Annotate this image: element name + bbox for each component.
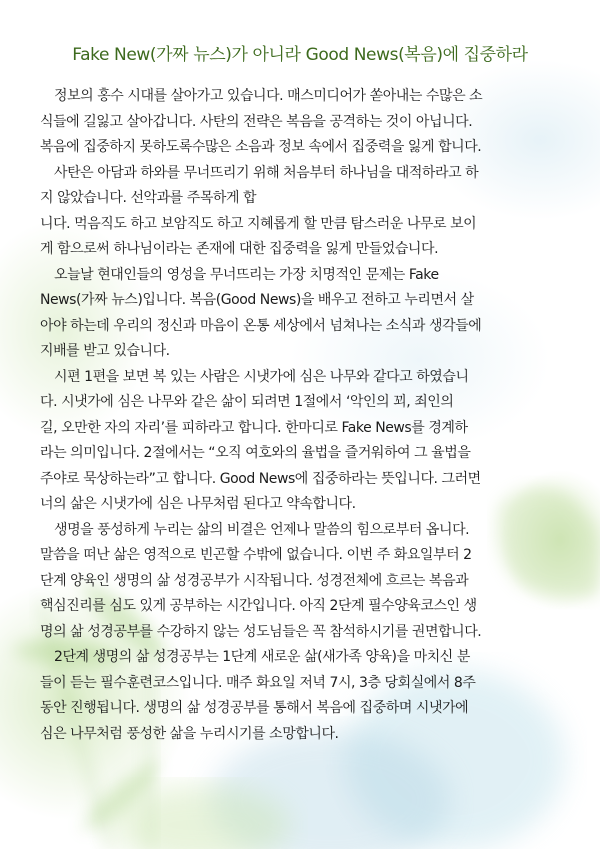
text-line: 심은 나무처럼 풍성한 삶을 누리시기를 소망합니다. bbox=[40, 725, 339, 742]
text-line: 단계 양육인 생명의 삶 성경공부가 시작됩니다. 성경전체에 흐르는 복음과 bbox=[40, 572, 469, 589]
text-line: 식들에 길잃고 살아갑니다. 사탄의 전략은 복음을 공격하는 것이 아닙니다. bbox=[40, 113, 473, 130]
text-line: 2단계 생명의 삶 성경공부는 1단계 새로운 삶(새가족 양육)을 마치신 분 bbox=[54, 649, 470, 665]
text-line: 지 않았습니다. 선악과를 주목하게 합 bbox=[40, 190, 257, 206]
paragraph-4 bbox=[40, 365, 564, 518]
paragraph-1 bbox=[40, 84, 564, 161]
paragraph-6 bbox=[40, 645, 564, 747]
text-line: 정보의 홍수 시대를 살아가고 있습니다. 매스미디어가 쏟아내는 수많은 소 bbox=[54, 88, 483, 104]
text-line: 복음에 집중하지 못하도록수많은 소음과 정보 속에서 집중력을 잃게 합니다. bbox=[40, 139, 482, 155]
text-line: 생명을 풍성하게 누리는 삶의 비결은 언제나 말씀의 힘으로부터 옵니다. bbox=[54, 521, 470, 538]
text-line: 길, 오만한 자의 자리’를 피하라고 합니다. 한마디로 Fake News를 경계하 bbox=[40, 419, 468, 436]
text-line: 주야로 묵상하는라”고 합니다. Good News에 집중하라는 뜻입니다. 그러면 bbox=[40, 470, 481, 487]
document-title: Fake New(가짜 뉴스)가 아니라 Good News(복음)에 집중하라 bbox=[72, 45, 528, 65]
text-line: 들이 듣는 필수훈련코스입니다. 매주 화요일 저녁 7시, 3층 당회실에서 8주 bbox=[40, 674, 476, 691]
document-body bbox=[40, 84, 564, 747]
text-line: 핵심진리를 심도 있게 공부하는 시간입니다. 아직 2단계 필수양육코스인 생 bbox=[40, 598, 477, 614]
text-line: 지배를 받고 있습니다. bbox=[40, 343, 170, 359]
text-line: News(가짜 뉴스)입니다. 복음(Good News)을 배우고 전하고 누리면서 살 bbox=[40, 292, 474, 308]
text-line: 게 함으로써 하나님이라는 존재에 대한 집중력을 잃게 만들었습니다. bbox=[40, 241, 439, 257]
text-line: 니다. 먹음직도 하고 보암직도 하고 지혜롭게 할 만큼 탐스러운 나무로 보이 bbox=[40, 215, 477, 232]
text-line: 사탄은 아담과 하와를 무너뜨리기 위해 처음부터 하나님을 대적하라고 하 bbox=[54, 164, 479, 181]
text-line: 명의 삶 성경공부를 수강하지 않는 성도님들은 꼭 참석하시기를 권면합니다. bbox=[40, 623, 482, 640]
text-line: 너의 삶은 시냇가에 심은 나무처럼 된다고 약속합니다. bbox=[40, 496, 356, 512]
text-line: 라는 의미입니다. 2절에서는 “오직 여호와의 율법을 즐거워하여 그 율법을 bbox=[40, 445, 471, 461]
text-line: 동안 진행됩니다. 생명의 삶 성경공부를 통해서 복음에 집중하며 시냇가에 bbox=[40, 700, 469, 716]
text-line: 말씀을 떠난 삶은 영적으로 빈곤할 수밖에 없습니다. 이번 주 화요일부터 2 bbox=[40, 547, 472, 563]
text-line: 오늘날 현대인들의 영성을 무너뜨리는 가장 치명적인 문제는 Fake bbox=[54, 266, 439, 283]
text-line: 다. 시냇가에 심은 나무와 같은 삶이 되려면 1절에서 ‘악인의 꾀, 죄인의 bbox=[40, 394, 454, 410]
paragraph-5 bbox=[40, 518, 564, 646]
paragraph-2 bbox=[40, 161, 564, 263]
paragraph-3 bbox=[40, 263, 564, 365]
text-line: 아야 하는데 우리의 정신과 마음이 온통 세상에서 넘쳐나는 소식과 생각들에 bbox=[40, 317, 482, 334]
text-line: 시편 1편을 보면 복 있는 사람은 시냇가에 심은 나무와 같다고 하였습니 bbox=[54, 368, 469, 385]
